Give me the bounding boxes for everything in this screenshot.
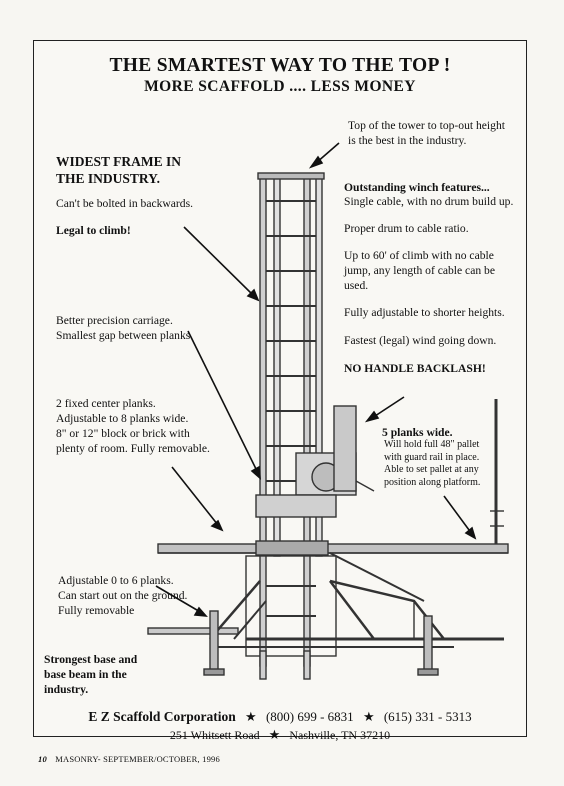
star-icon: ★ xyxy=(245,709,257,724)
advertisement-frame xyxy=(33,40,527,742)
note-line: Better precision carriage. xyxy=(56,314,173,327)
adjustable-heights-note: Fully adjustable to shorter heights. xyxy=(344,306,505,319)
contact-line xyxy=(34,709,526,725)
note-line: Will hold full 48" pallet xyxy=(384,439,480,450)
street-address: 251 Whitsett Road xyxy=(169,728,260,742)
backlash-note: NO HANDLE BACKLASH! xyxy=(344,362,486,375)
widest-frame-heading xyxy=(56,153,181,187)
star-icon: ★ xyxy=(268,727,281,742)
note-line: Strongest base and xyxy=(44,653,138,666)
note-line: Adjustable 0 to 6 planks. xyxy=(58,574,174,587)
subheadline: MORE SCAFFOLD .... LESS MONEY xyxy=(144,78,416,95)
note-line: Fully removable xyxy=(58,604,135,617)
single-cable-note: Single cable, with no drum build up. xyxy=(344,195,514,208)
page-footer xyxy=(38,754,220,764)
heading-line: WIDEST FRAME IN xyxy=(56,154,182,169)
fastest-wind-note: Fastest (legal) wind going down. xyxy=(344,334,497,347)
climb-note xyxy=(344,248,495,293)
heading-line: THE INDUSTRY. xyxy=(56,171,161,186)
page-number: 10 xyxy=(38,754,47,764)
note-line: base beam in the xyxy=(44,668,127,681)
headline: THE SMARTEST WAY TO THE TOP ! xyxy=(109,55,451,76)
planks-wide-heading: 5 planks wide. xyxy=(382,426,453,439)
address-line xyxy=(34,727,526,743)
note-line: Can start out on the ground. xyxy=(58,589,188,602)
publication-info: MASONRY- SEPTEMBER/OCTOBER, 1996 xyxy=(55,754,220,764)
note-line: 2 fixed center planks. xyxy=(56,397,156,410)
note-line: Smallest gap between planks. xyxy=(56,329,194,342)
note-line: jump, any length of cable can be xyxy=(344,264,495,277)
note-line: is the best in the industry. xyxy=(348,134,467,147)
note-line: Up to 60' of climb with no cable xyxy=(344,249,494,262)
star-icon: ★ xyxy=(362,709,375,724)
winch-heading: Outstanding winch features... xyxy=(344,181,490,194)
phone-2: (615) 331 - 5313 xyxy=(383,709,472,724)
drum-ratio-note: Proper drum to cable ratio. xyxy=(344,222,469,235)
note-line: with guard rail in place. xyxy=(384,451,480,463)
note-line: used. xyxy=(344,279,369,292)
legal-note: Legal to climb! xyxy=(56,224,131,237)
backwards-note: Can't be bolted in backwards. xyxy=(56,197,193,210)
city-address: Nashville, TN 37210 xyxy=(289,728,391,742)
center-planks-note xyxy=(56,396,210,456)
phone-1: (800) 699 - 6831 xyxy=(265,709,354,724)
note-line: 8" or 12" block or brick with xyxy=(56,427,190,440)
note-line: industry. xyxy=(44,683,89,696)
carriage-note xyxy=(56,313,193,343)
note-line: position along platform. xyxy=(384,476,481,488)
planks-wide-detail xyxy=(384,439,480,489)
base-note xyxy=(44,652,137,697)
note-line: Able to set pallet at any xyxy=(384,464,479,475)
company-name: E Z Scaffold Corporation xyxy=(88,709,236,724)
note-line: Adjustable to 8 planks wide. xyxy=(56,412,189,425)
note-line: plenty of room. Fully removable. xyxy=(56,442,210,455)
top-tower-note xyxy=(348,118,505,148)
adjustable-planks-note xyxy=(58,573,187,618)
note-line: Top of the tower to top-out height xyxy=(348,119,505,132)
